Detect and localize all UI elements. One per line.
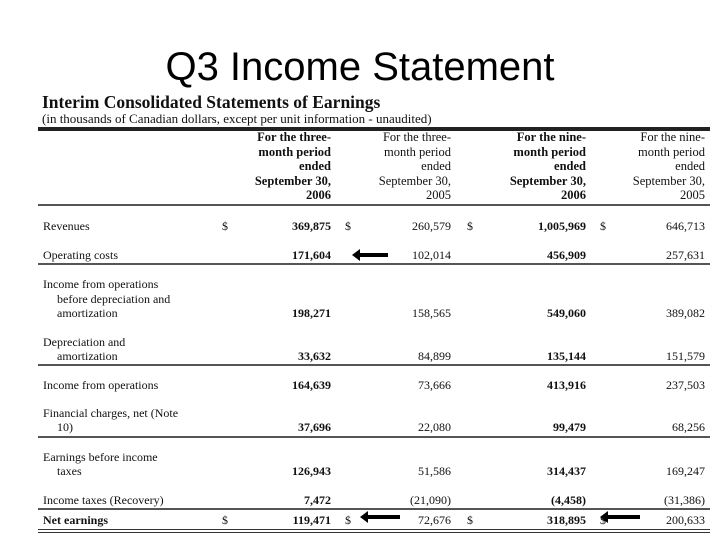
row-label-line: Income from operations xyxy=(43,378,159,392)
cell-value: 7,472 xyxy=(304,493,331,507)
row-label-line: taxes xyxy=(57,464,82,478)
cell-value: 72,676 xyxy=(418,513,451,527)
cell-value: (4,458) xyxy=(551,493,586,507)
column-header-line: month period xyxy=(513,144,586,159)
arrow-left-icon xyxy=(366,515,400,519)
row-label xyxy=(43,378,158,393)
column-header-line: month period xyxy=(637,144,705,159)
row-label-line: Revenues xyxy=(43,219,90,233)
column-header-line: For the nine- xyxy=(516,130,586,144)
row-label xyxy=(43,493,164,508)
row-label xyxy=(43,277,170,321)
cell-value: (21,090) xyxy=(410,493,451,507)
row-label xyxy=(43,513,108,528)
column-header-line: ended xyxy=(554,159,586,174)
row-label-line: Earnings before income xyxy=(43,449,158,464)
cell-value: 84,899 xyxy=(418,349,451,363)
row-label-line: Income from operations xyxy=(43,277,159,291)
cell-value: 646,713 xyxy=(666,219,705,233)
column-header-line: ended xyxy=(299,159,331,174)
cell-value: 237,503 xyxy=(666,378,705,392)
cell-value: 51,586 xyxy=(418,464,451,478)
cell-value: 260,579 xyxy=(412,219,451,233)
cell-value: 126,943 xyxy=(292,464,331,478)
cell-value: 164,639 xyxy=(292,378,331,392)
cell-value: 413,916 xyxy=(547,378,586,392)
currency-symbol: $ xyxy=(222,219,228,233)
arrow-left-icon xyxy=(606,515,640,519)
statement-title: Interim Consolidated Statements of Earnings xyxy=(42,92,381,112)
column-header-line: September 30, xyxy=(378,173,451,188)
row-label xyxy=(43,219,90,234)
column-header-line: 2005 xyxy=(426,188,451,203)
cell-value: 389,082 xyxy=(666,306,705,320)
column-header-line: For the nine- xyxy=(640,130,705,144)
row-label-line: amortization xyxy=(57,349,118,363)
cell-value: 68,256 xyxy=(672,420,705,434)
column-header-line: September 30, xyxy=(509,173,586,188)
row-label xyxy=(43,406,178,435)
cell-value: 549,060 xyxy=(547,306,586,320)
currency-symbol: $ xyxy=(345,219,351,233)
column-header-line: 2005 xyxy=(680,188,705,203)
column-header-line: September 30, xyxy=(254,173,331,188)
row-label-line: 10) xyxy=(57,420,73,434)
arrow-left-icon xyxy=(358,253,388,257)
cell-value: 135,144 xyxy=(547,349,586,363)
rule xyxy=(38,364,710,366)
rule xyxy=(38,436,710,438)
cell-value: 1,005,969 xyxy=(538,219,586,233)
cell-value: 73,666 xyxy=(418,378,451,392)
cell-value: 318,895 xyxy=(547,513,586,527)
cell-value: 158,565 xyxy=(412,306,451,320)
column-header-line: For the three- xyxy=(257,130,331,144)
column-header-line: ended xyxy=(421,159,451,174)
column-header-line: For the three- xyxy=(382,130,451,144)
cell-value: 369,875 xyxy=(292,219,331,233)
cell-value: 171,604 xyxy=(292,248,331,262)
row-label-line: amortization xyxy=(57,306,118,320)
column-header-line: 2006 xyxy=(561,188,586,203)
row-label-line: Depreciation and xyxy=(43,334,126,349)
row-label-line: Financial charges, net (Note xyxy=(43,405,179,420)
column-header-line: ended xyxy=(675,159,705,174)
cell-value: 37,696 xyxy=(298,420,331,434)
row-label-line: before depreciation and xyxy=(57,291,171,306)
double-rule xyxy=(38,532,710,533)
row-label-line: Operating costs xyxy=(43,248,118,262)
row-label xyxy=(43,248,118,263)
rule xyxy=(38,508,710,510)
column-header-line: month period xyxy=(258,144,331,159)
header-rule xyxy=(38,204,710,206)
cell-value: 198,271 xyxy=(292,306,331,320)
column-header xyxy=(191,130,331,203)
column-header xyxy=(311,130,451,203)
cell-value: 99,479 xyxy=(553,420,586,434)
column-header-line: 2006 xyxy=(306,188,331,203)
statement-subtitle: (in thousands of Canadian dollars, except per unit information - unaudited) xyxy=(42,111,432,126)
double-rule xyxy=(38,529,710,530)
cell-value: 314,437 xyxy=(547,464,586,478)
row-label-line: Income taxes (Recovery) xyxy=(43,493,164,507)
row-label-line: Net earnings xyxy=(43,513,108,527)
currency-symbol: $ xyxy=(222,513,228,527)
column-header-line: month period xyxy=(383,144,451,159)
slide-title: Q3 Income Statement xyxy=(165,45,555,89)
currency-symbol: $ xyxy=(600,219,606,233)
currency-symbol: $ xyxy=(467,219,473,233)
cell-value: 200,633 xyxy=(666,513,705,527)
cell-value: 119,471 xyxy=(292,513,331,527)
cell-value: 33,632 xyxy=(298,349,331,363)
column-header xyxy=(565,130,705,203)
currency-symbol: $ xyxy=(345,513,351,527)
cell-value: 257,631 xyxy=(666,248,705,262)
cell-value: 456,909 xyxy=(547,248,586,262)
cell-value: 102,014 xyxy=(412,248,451,262)
row-label xyxy=(43,335,125,364)
cell-value: 151,579 xyxy=(666,349,705,363)
cell-value: (31,386) xyxy=(664,493,705,507)
cell-value: 169,247 xyxy=(666,464,705,478)
cell-value: 22,080 xyxy=(418,420,451,434)
row-label xyxy=(43,450,158,479)
rule xyxy=(38,263,710,265)
column-header-line: September 30, xyxy=(632,173,705,188)
currency-symbol: $ xyxy=(467,513,473,527)
